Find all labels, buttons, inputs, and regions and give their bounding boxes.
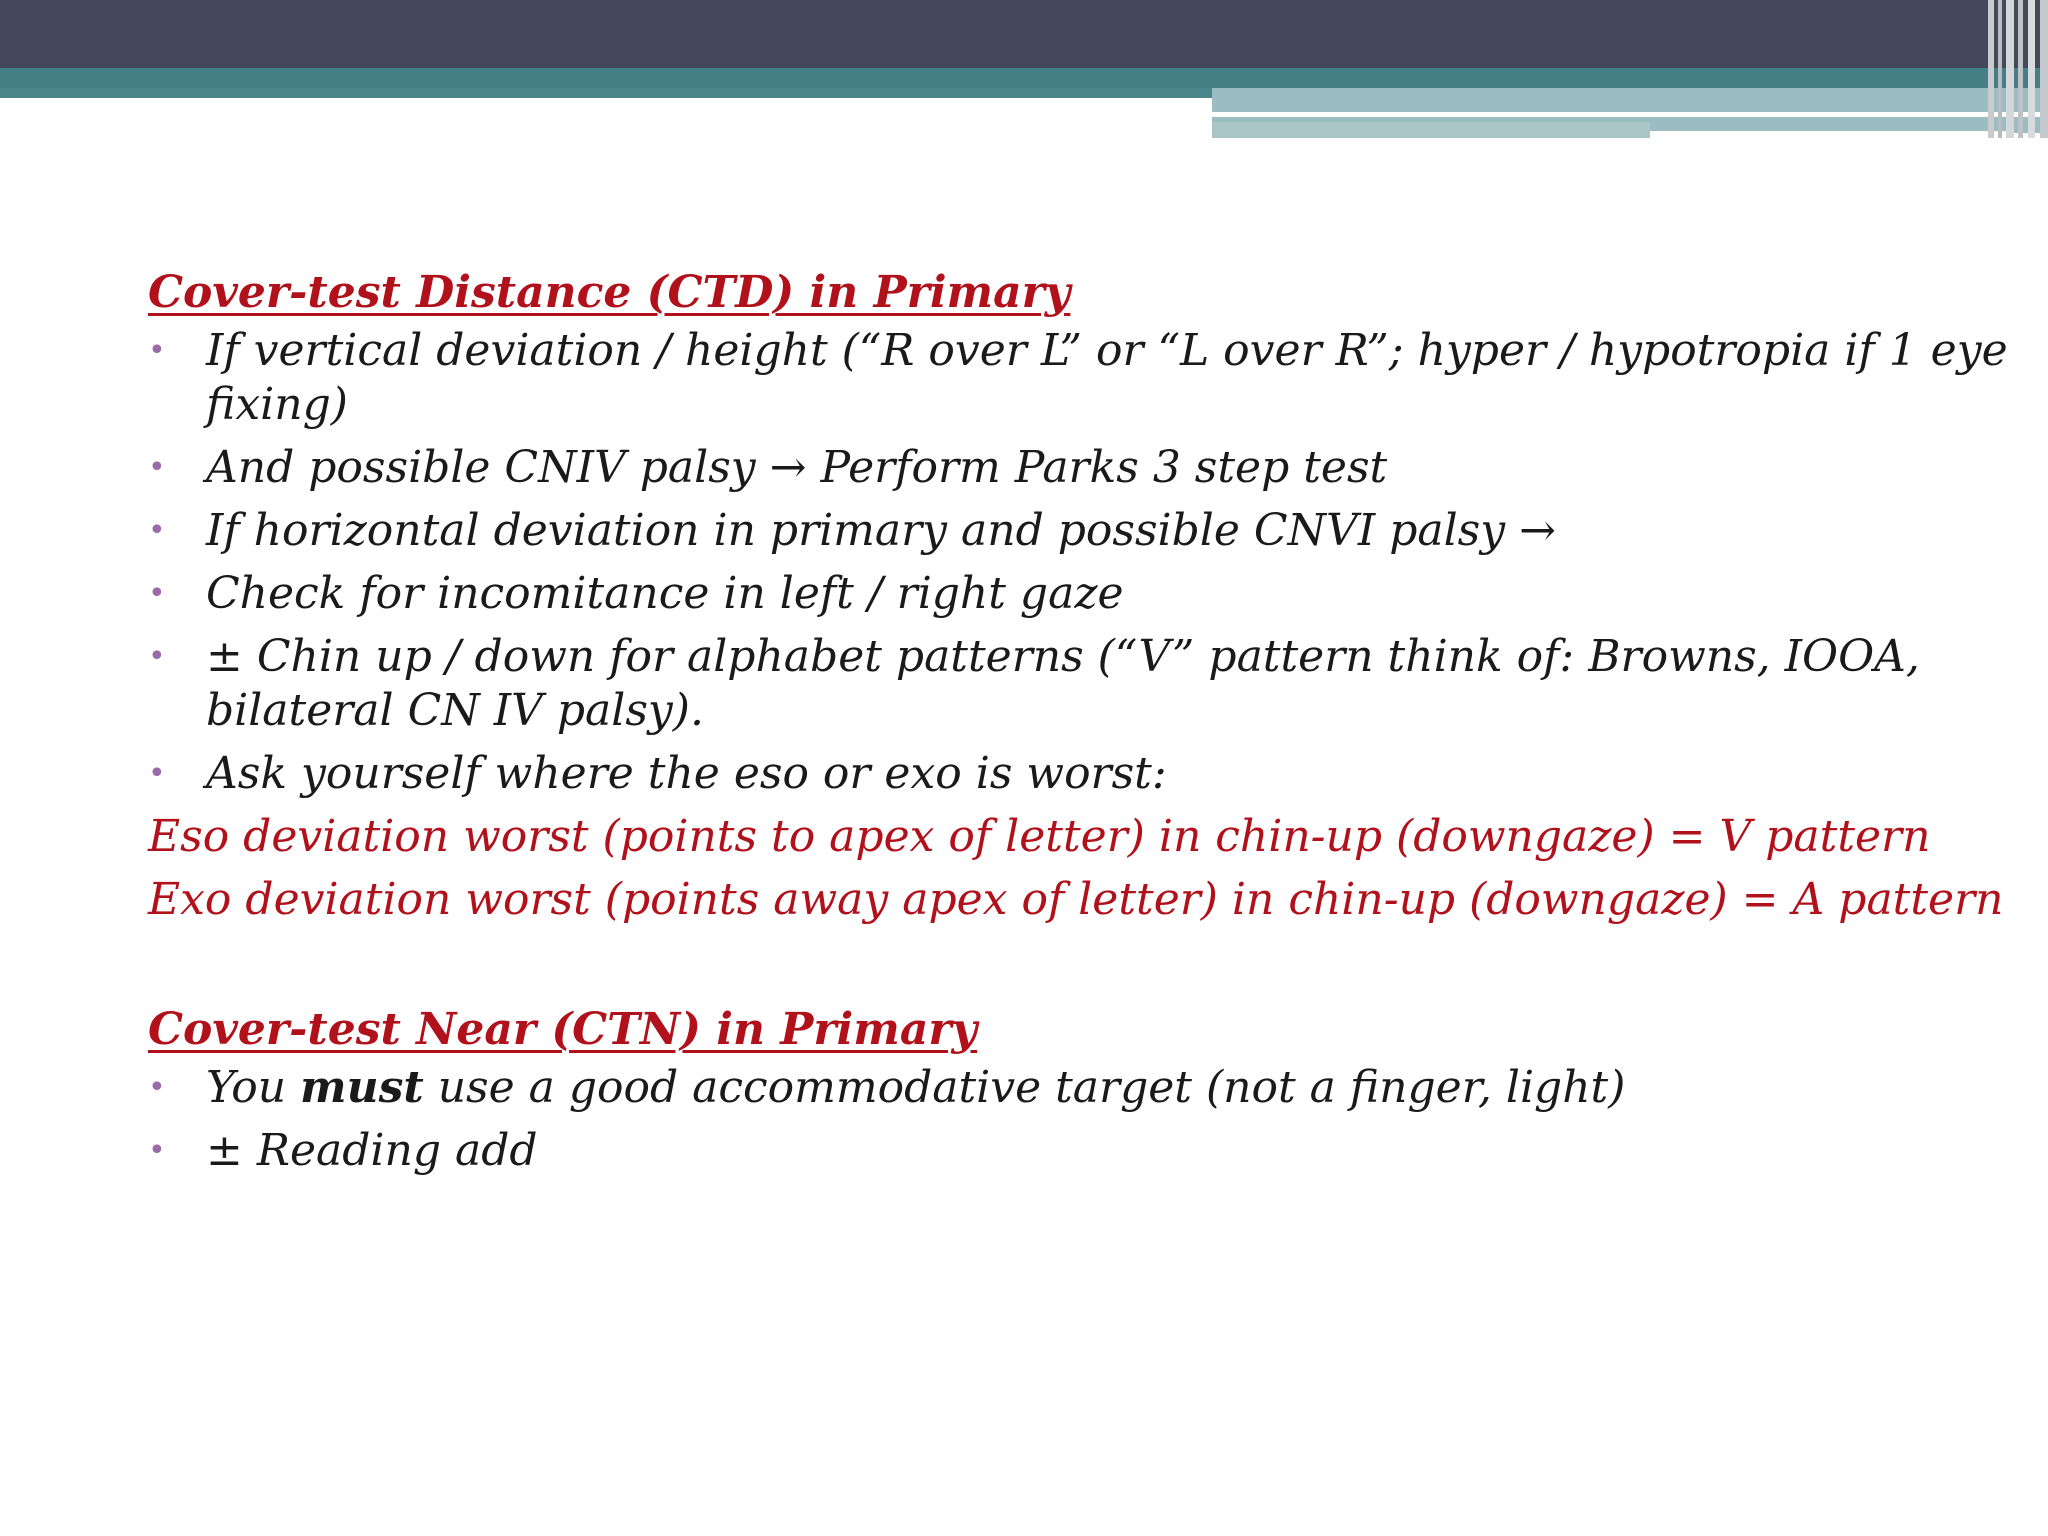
bullet-icon: •: [148, 756, 166, 791]
list-item-text: ± Chin up / down for alphabet patterns (“V” pattern think of: Browns, IOOA, bilateral CN IV palsy).: [206, 631, 1920, 736]
header-stripe: [2028, 0, 2035, 138]
section-heading-ctn: Cover-test Near (CTN) in Primary: [148, 1004, 978, 1055]
text-before-bold: You: [206, 1062, 301, 1113]
bullet-icon: •: [148, 639, 166, 674]
list-item: [148, 1061, 2008, 1115]
list-item-text: [206, 1062, 1625, 1113]
bullet-icon: •: [148, 333, 166, 368]
header-stripe: [2040, 0, 2048, 138]
bullet-icon: •: [148, 1070, 166, 1105]
header-band-teal-thin: [0, 88, 1212, 98]
list-item-text: And possible CNIV palsy → Perform Parks 3 step test: [206, 442, 1388, 493]
list-item: [148, 324, 2008, 432]
list-item-text: If vertical deviation / height (“R over L” or “L over R”; hyper / hypotropia if 1 eye fixing): [206, 325, 2008, 430]
header-band-teal: [0, 68, 2048, 88]
note-exo-pattern: Exo deviation worst (points away apex of letter) in chin-up (downgaze) = A pattern: [148, 874, 2004, 925]
header-band-light-short: [1212, 122, 1650, 138]
list-item: [148, 567, 2008, 621]
section-heading-ctd: Cover-test Distance (CTD) in Primary: [148, 267, 1071, 318]
header-band-dark: [0, 0, 2048, 68]
note-eso-pattern: Eso deviation worst (points to apex of letter) in chin-up (downgaze) = V pattern: [148, 811, 1931, 862]
list-item: [148, 1124, 2008, 1178]
list-item: [148, 747, 2008, 801]
text-after-bold: use a good accommodative target (not a finger, light): [423, 1062, 1626, 1113]
header-stripe: [2018, 0, 2023, 138]
list-item-text: ± Reading add: [206, 1125, 538, 1176]
header-band-light: [1212, 88, 2048, 112]
bullet-icon: •: [148, 576, 166, 611]
bullet-icon: •: [148, 450, 166, 485]
header-stripe: [1988, 0, 1994, 138]
list-item: [148, 630, 2008, 738]
list-item-text: If horizontal deviation in primary and possible CNVI palsy →: [206, 505, 1556, 556]
slide-body: [148, 262, 2008, 1187]
header-stripe: [2006, 0, 2014, 138]
list-item: [148, 441, 2008, 495]
list-item-text: Ask yourself where the eso or exo is worst:: [206, 748, 1167, 799]
bullet-icon: •: [148, 513, 166, 548]
section-spacer: [148, 936, 2008, 999]
list-item: [148, 504, 2008, 558]
emphasis-must: must: [300, 1062, 424, 1113]
header-band-divider-lower: [1650, 131, 2010, 135]
bullet-icon: •: [148, 1133, 166, 1168]
list-item-text: Check for incomitance in left / right gaze: [206, 568, 1124, 619]
header-stripe: [1998, 0, 2002, 138]
